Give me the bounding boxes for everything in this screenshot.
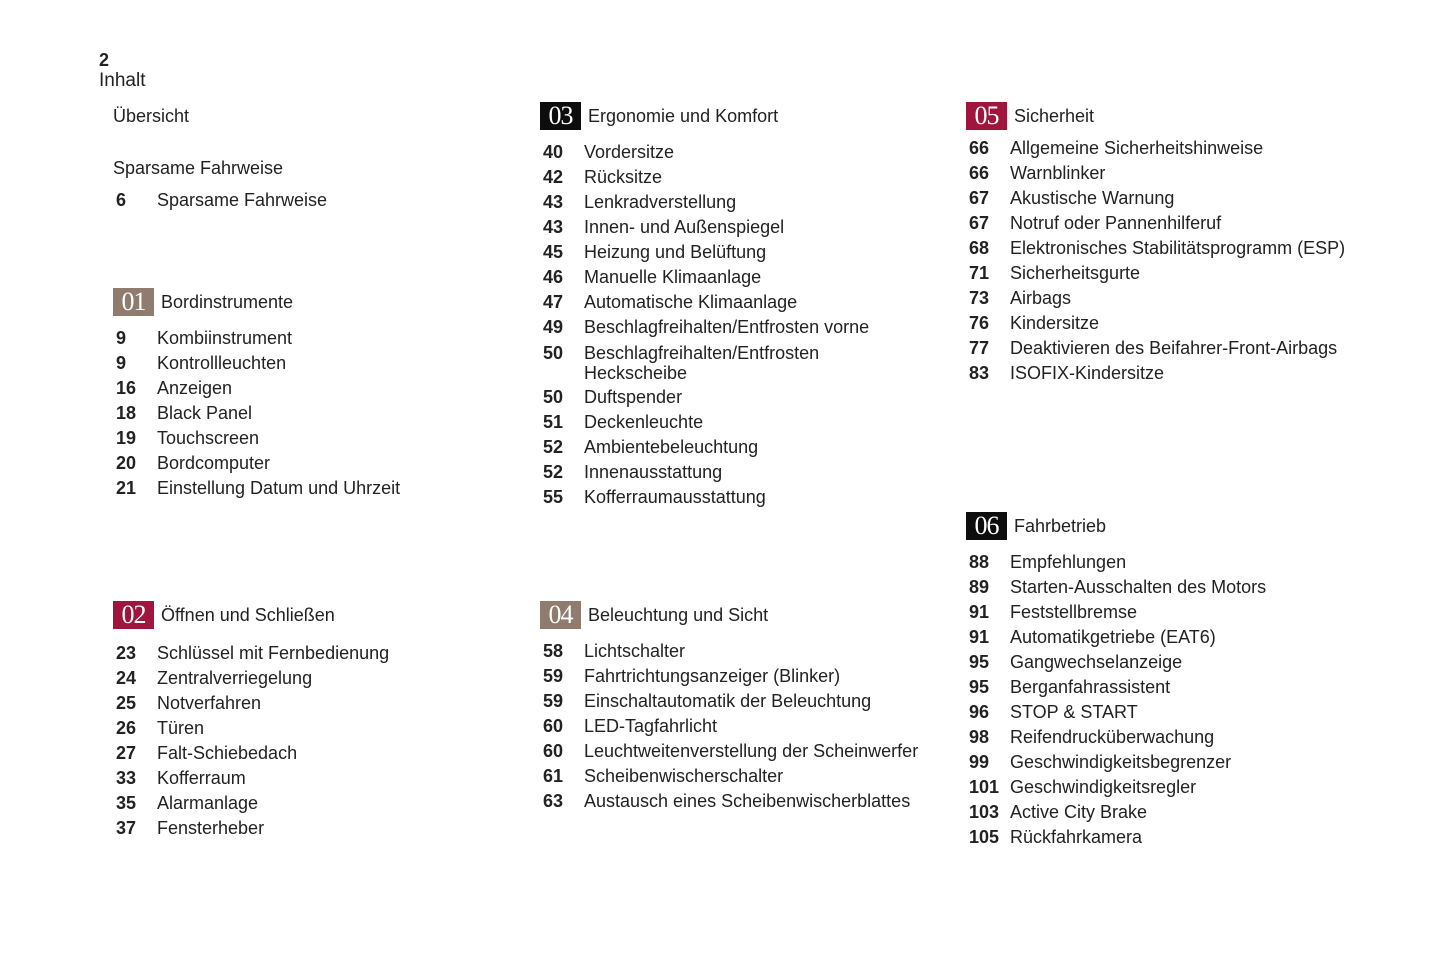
toc-entry-label-line: Allgemeine Sicherheitshinweise: [1010, 138, 1264, 158]
toc-entry-label: [584, 240, 869, 265]
toc-entry[interactable]: [966, 675, 1266, 700]
section-06: [966, 512, 1266, 850]
toc-entry-label-line: Deaktivieren des Beifahrer-Front-Airbags: [1010, 338, 1338, 358]
toc-entry-label-line: Active City Brake: [1010, 802, 1148, 822]
toc-page-number: 55: [543, 487, 564, 507]
toc-entry[interactable]: [966, 550, 1266, 575]
toc-entry-label: [584, 460, 869, 485]
toc-page-number: 21: [116, 478, 137, 498]
toc-entry-label-line: Sparsame Fahrweise: [157, 190, 328, 210]
toc-entry-label-line: LED-Tagfahrlicht: [584, 716, 718, 736]
chapter-badge: 06: [966, 512, 1007, 540]
toc-entry[interactable]: [113, 188, 327, 213]
toc-entry-label-line: Elektronisches Stabilitätsprogramm (ESP): [1010, 238, 1346, 258]
toc-entry-label: [157, 451, 400, 476]
toc-entry-label: [584, 315, 869, 340]
section-title[interactable]: Fahrbetrieb: [1014, 515, 1107, 536]
toc-entry[interactable]: [540, 165, 869, 190]
toc-entry-label-line: Rückfahrkamera: [1010, 827, 1143, 847]
toc-entry-label: [1010, 361, 1345, 386]
toc-entry[interactable]: [113, 816, 389, 841]
toc-entry[interactable]: [966, 650, 1266, 675]
toc-entry-label: [584, 385, 869, 410]
toc-page-number: 96: [969, 702, 990, 722]
toc-list: [966, 550, 1266, 850]
toc-entry[interactable]: [540, 343, 869, 383]
toc-entry-label: [157, 641, 389, 666]
toc-entry[interactable]: [113, 476, 400, 501]
toc-page-number: 105: [969, 827, 1000, 847]
toc-page-number: 25: [116, 693, 137, 713]
toc-entry-label: [157, 376, 400, 401]
toc-entry-label-line: Falt-Schiebedach: [157, 743, 298, 763]
toc-entry[interactable]: [113, 376, 400, 401]
toc-list: [113, 188, 327, 213]
toc-entry-label-line: Kontrollleuchten: [157, 353, 287, 373]
toc-entry[interactable]: [113, 351, 400, 376]
toc-entry[interactable]: [966, 336, 1345, 361]
toc-entry-label: [584, 140, 869, 165]
section-01: [113, 288, 400, 501]
toc-entry-label-line: Beschlagfreihalten/Entfrosten: [584, 343, 820, 363]
toc-entry[interactable]: [966, 600, 1266, 625]
toc-page-number: 67: [969, 213, 990, 233]
toc-entry-label-line: Zentralverriegelung: [157, 668, 313, 688]
toc-entry-label-line: Fensterheber: [157, 818, 265, 838]
toc-entry[interactable]: [540, 460, 869, 485]
toc-entry-label: [1010, 825, 1266, 850]
toc-page-number: 9: [116, 353, 127, 373]
toc-entry[interactable]: [113, 666, 389, 691]
toc-entry-label-line: STOP & START: [1010, 702, 1138, 722]
toc-entry-label-line: Automatische Klimaanlage: [584, 292, 798, 312]
toc-entry[interactable]: [113, 791, 389, 816]
eco-section: [113, 154, 327, 213]
page-number: 2: [99, 50, 110, 70]
toc-entry-label: [157, 766, 389, 791]
chapter-badge: 02: [113, 601, 154, 629]
toc-entry[interactable]: [540, 789, 918, 814]
toc-page-number: 47: [543, 292, 564, 312]
toc-entry[interactable]: [540, 140, 869, 165]
toc-page-number: 51: [543, 412, 564, 432]
toc-entry-label: [1010, 136, 1345, 161]
toc-entry-label-line: Airbags: [1010, 288, 1072, 308]
chapter-badge: 05: [966, 102, 1007, 130]
toc-page-number: 66: [969, 163, 990, 183]
toc-entry-label-line: Austausch eines Scheibenwischerblattes: [584, 791, 911, 811]
toc-entry[interactable]: [540, 410, 869, 435]
toc-page-number: 42: [543, 167, 564, 187]
toc-entry-label: [157, 476, 400, 501]
toc-entry-label: [1010, 600, 1266, 625]
toc-entry-label: [157, 716, 389, 741]
toc-page-number: 18: [116, 403, 137, 423]
toc-page-number: 101: [969, 777, 1000, 797]
toc-entry-label-line: Manuelle Klimaanlage: [584, 267, 762, 287]
toc-page-number: 68: [969, 238, 990, 258]
toc-entry-label: [157, 816, 389, 841]
toc-entry-label-line: Beschlagfreihalten/Entfrosten vorne: [584, 317, 870, 337]
toc-entry-label-line: Türen: [157, 718, 205, 738]
toc-entry-label-line: Schlüssel mit Fernbedienung: [157, 643, 390, 663]
toc-entry-label: [157, 351, 400, 376]
toc-entry-label: [1010, 675, 1266, 700]
toc-entry-label-line: Starten-Ausschalten des Motors: [1010, 577, 1267, 597]
toc-page-number: 9: [116, 328, 127, 348]
toc-page-number: 24: [116, 668, 137, 688]
toc-page-number: 50: [543, 387, 564, 407]
toc-entry[interactable]: [540, 265, 869, 290]
toc-entry[interactable]: [966, 261, 1345, 286]
toc-entry-label: [1010, 625, 1266, 650]
section-02: [113, 601, 389, 841]
toc-entry-label: [157, 188, 327, 213]
toc-entry-label: [157, 666, 389, 691]
toc-entry-label: [1010, 286, 1345, 311]
toc-entry-label-line: Rücksitze: [584, 167, 663, 187]
section-title[interactable]: Ergonomie und Komfort: [588, 105, 779, 126]
toc-entry-label-line: Notruf oder Pannenhilferuf: [1010, 213, 1222, 233]
toc-entry-label: [157, 741, 389, 766]
toc-entry-label-line: Heizung und Belüftung: [584, 242, 767, 262]
toc-entry-label: [1010, 750, 1266, 775]
toc-entry[interactable]: [540, 385, 869, 410]
toc-entry[interactable]: [113, 691, 389, 716]
toc-entry-label: [157, 691, 389, 716]
toc-page-number: 59: [543, 691, 564, 711]
toc-entry[interactable]: [113, 641, 389, 666]
toc-entry[interactable]: [966, 800, 1266, 825]
toc-list: [540, 140, 869, 510]
toc-entry[interactable]: [966, 311, 1345, 336]
toc-entry[interactable]: [966, 575, 1266, 600]
toc-entry-label-line: Einschaltautomatik der Beleuchtung: [584, 691, 872, 711]
toc-entry[interactable]: [966, 361, 1345, 386]
toc-entry-label-line: Leuchtweitenverstellung der Scheinwerfer: [584, 741, 919, 761]
toc-entry-label: [584, 165, 869, 190]
toc-page-number: 95: [969, 652, 990, 672]
toc-list: [540, 639, 918, 814]
toc-page-number: 60: [543, 716, 564, 736]
section-title[interactable]: Bordinstrumente: [161, 291, 294, 312]
toc-entry-label-line: Alarmanlage: [157, 793, 259, 813]
toc-page-number: 50: [543, 343, 564, 363]
toc-entry-label: [584, 215, 869, 240]
toc-entry-label-line: Anzeigen: [157, 378, 233, 398]
toc-page-number: 43: [543, 192, 564, 212]
toc-entry[interactable]: [540, 315, 869, 340]
toc-entry[interactable]: [966, 286, 1345, 311]
section-heading: [966, 102, 1345, 130]
toc-entry-label: [1010, 336, 1345, 361]
toc-page-number: 89: [969, 577, 990, 597]
section-title[interactable]: Sicherheit: [1014, 105, 1095, 126]
toc-entry-label: [584, 435, 869, 460]
toc-entry[interactable]: [966, 700, 1266, 725]
toc-entry[interactable]: [540, 739, 918, 764]
toc-page-number: 103: [969, 802, 1000, 822]
overview-title: Übersicht: [113, 106, 190, 126]
toc-list: [113, 326, 400, 501]
toc-page-number: 61: [543, 766, 564, 786]
toc-entry-label-line: Kindersitze: [1010, 313, 1100, 333]
section-heading: [113, 288, 400, 316]
toc-entry-label: [1010, 725, 1266, 750]
section-heading: [540, 102, 869, 130]
toc-entry-label: [1010, 650, 1266, 675]
toc-entry-label: [584, 789, 918, 814]
section-04: [540, 601, 918, 814]
toc-entry-label: [1010, 775, 1266, 800]
toc-entry-label-line: Geschwindigkeitsregler: [1010, 777, 1197, 797]
toc-page-number: 46: [543, 267, 564, 287]
toc-entry-label: [1010, 550, 1266, 575]
toc-entry[interactable]: [540, 485, 869, 510]
toc-entry[interactable]: [113, 326, 400, 351]
toc-entry[interactable]: [966, 825, 1266, 850]
toc-entry[interactable]: [113, 716, 389, 741]
toc-list: [113, 641, 389, 841]
toc-entry-label: [157, 791, 389, 816]
toc-entry[interactable]: [540, 290, 869, 315]
toc-page-number: 33: [116, 768, 137, 788]
toc-entry[interactable]: [966, 775, 1266, 800]
toc-page-number: 99: [969, 752, 990, 772]
toc-page-number: 40: [543, 142, 564, 162]
toc-entry[interactable]: [540, 190, 869, 215]
toc-entry-label: [584, 664, 918, 689]
chapter-badge: 04: [540, 601, 581, 629]
toc-entry[interactable]: [966, 211, 1345, 236]
toc-page-number: 59: [543, 666, 564, 686]
toc-entry[interactable]: [540, 639, 918, 664]
toc-entry-label: [584, 410, 869, 435]
toc-page-number: 71: [969, 263, 990, 283]
section-title[interactable]: Beleuchtung und Sicht: [588, 604, 769, 625]
toc-page-number: 52: [543, 462, 564, 482]
toc-page-number: 76: [969, 313, 990, 333]
toc-entry[interactable]: [966, 236, 1345, 261]
toc-entry-label-line: Lichtschalter: [584, 641, 686, 661]
toc-entry[interactable]: [540, 664, 918, 689]
toc-entry-label-line: Innen- und Außenspiegel: [584, 217, 785, 237]
toc-entry-label: [157, 326, 400, 351]
toc-entry-label: [584, 190, 869, 215]
toc-page-number: 23: [116, 643, 137, 663]
toc-page-number: 91: [969, 627, 990, 647]
toc-entry[interactable]: [540, 689, 918, 714]
toc-entry[interactable]: [966, 136, 1345, 161]
toc-page-number: 35: [116, 793, 137, 813]
toc-entry-label-line: Reifendrucküberwachung: [1010, 727, 1215, 747]
toc-entry[interactable]: [966, 625, 1266, 650]
toc-page-number: 19: [116, 428, 137, 448]
toc-entry-label: [584, 290, 869, 315]
toc-page-number: 77: [969, 338, 990, 358]
toc-page-number: 58: [543, 641, 564, 661]
section-03: [540, 102, 869, 510]
toc-entry[interactable]: [113, 741, 389, 766]
toc-entry-label-line: Feststellbremse: [1010, 602, 1138, 622]
section-heading: [966, 512, 1266, 540]
section-title[interactable]: Öffnen und Schließen: [161, 604, 335, 625]
toc-entry-label-line: Duftspender: [584, 387, 683, 407]
toc-page-number: 91: [969, 602, 990, 622]
toc-entry[interactable]: [113, 766, 389, 791]
toc-entry[interactable]: [113, 451, 400, 476]
chapter-badge: 01: [113, 288, 154, 316]
eco-title: Sparsame Fahrweise: [113, 158, 284, 178]
toc-page-number: 60: [543, 741, 564, 761]
toc-entry-label-line: Fahrtrichtungsanzeiger (Blinker): [584, 666, 841, 686]
toc-entry-label-line: Einstellung Datum und Uhrzeit: [157, 478, 401, 498]
toc-page-number: 88: [969, 552, 990, 572]
toc-entry-label-line: Lenkradverstellung: [584, 192, 737, 212]
section-05: [966, 102, 1345, 386]
toc-page-number: 83: [969, 363, 990, 383]
toc-entry-label-line: Deckenleuchte: [584, 412, 704, 432]
toc-entry-label: [1010, 161, 1345, 186]
toc-entry-label: [1010, 800, 1266, 825]
toc-entry[interactable]: [540, 714, 918, 739]
toc-page-number: 43: [543, 217, 564, 237]
toc-entry[interactable]: [540, 240, 869, 265]
toc-entry-label: [1010, 236, 1345, 261]
page-title: Inhalt: [99, 70, 146, 91]
toc-entry-label-line: Empfehlungen: [1010, 552, 1127, 572]
toc-entry-label: [1010, 186, 1345, 211]
toc-page-number: 37: [116, 818, 137, 838]
toc-entry-label-line: Akustische Warnung: [1010, 188, 1175, 208]
toc-entry-label: [584, 689, 918, 714]
toc-entry-label-line: Ambientebeleuchtung: [584, 437, 759, 457]
toc-entry-label-line: Sicherheitsgurte: [1010, 263, 1141, 283]
page-header: [99, 50, 145, 92]
toc-entry-label-line: ISOFIX-Kindersitze: [1010, 363, 1165, 383]
toc-entry-label: [1010, 575, 1266, 600]
toc-page-number: 26: [116, 718, 137, 738]
toc-entry-label: [157, 426, 400, 451]
toc-entry[interactable]: [540, 215, 869, 240]
toc-page-number: 67: [969, 188, 990, 208]
toc-entry-label: [584, 485, 869, 510]
toc-page-number: 52: [543, 437, 564, 457]
toc-entry-label-line: Gangwechselanzeige: [1010, 652, 1183, 672]
toc-entry-label-line: Heckscheibe: [584, 363, 688, 383]
toc-entry-label-line: Innenausstattung: [584, 462, 723, 482]
section-heading: [540, 601, 918, 629]
chapter-badge: 03: [540, 102, 581, 130]
toc-page-number: 63: [543, 791, 564, 811]
toc-entry-label: [584, 714, 918, 739]
toc-page-number: 20: [116, 453, 137, 473]
toc-entry-label-line: Scheibenwischerschalter: [584, 766, 784, 786]
section-heading: [113, 601, 389, 629]
toc-entry[interactable]: [113, 401, 400, 426]
toc-list: [966, 136, 1345, 386]
toc-entry-label-line: Kombiinstrument: [157, 328, 293, 348]
toc-entry[interactable]: [966, 161, 1345, 186]
toc-entry-label-line: Automatikgetriebe (EAT6): [1010, 627, 1216, 647]
toc-entry[interactable]: [113, 426, 400, 451]
toc-entry-label: [1010, 261, 1345, 286]
toc-page-number: 27: [116, 743, 137, 763]
toc-entry-label: [584, 764, 918, 789]
toc-page-number: 49: [543, 317, 564, 337]
toc-entry-label-line: Notverfahren: [157, 693, 262, 713]
toc-page-number: 45: [543, 242, 564, 262]
toc-page-number: 73: [969, 288, 990, 308]
toc-entry[interactable]: [966, 750, 1266, 775]
toc-entry[interactable]: [540, 764, 918, 789]
toc-page-number: 6: [116, 190, 127, 210]
toc-entry-label-line: Warnblinker: [1010, 163, 1106, 183]
toc-entry-label: [584, 343, 869, 383]
toc-entry-label-line: Berganfahrassistent: [1010, 677, 1171, 697]
toc-entry-label: [584, 639, 918, 664]
toc-entry[interactable]: [540, 435, 869, 460]
toc-entry[interactable]: [966, 725, 1266, 750]
toc-entry-label-line: Touchscreen: [157, 428, 260, 448]
toc-page-number: 66: [969, 138, 990, 158]
toc-entry-label: [157, 401, 400, 426]
toc-entry-label-line: Geschwindigkeitsbegrenzer: [1010, 752, 1232, 772]
toc-entry-label: [1010, 700, 1266, 725]
toc-entry-label-line: Bordcomputer: [157, 453, 271, 473]
toc-page-number: 98: [969, 727, 990, 747]
toc-entry-label: [584, 265, 869, 290]
toc-entry-label-line: Vordersitze: [584, 142, 675, 162]
toc-page-number: 95: [969, 677, 990, 697]
toc-entry-label-line: Kofferraumausstattung: [584, 487, 766, 507]
toc-entry[interactable]: [966, 186, 1345, 211]
toc-entry-label: [1010, 211, 1345, 236]
overview-heading-block: [113, 102, 189, 130]
toc-entry-label: [584, 739, 918, 764]
toc-entry-label-line: Black Panel: [157, 403, 253, 423]
toc-entry-label: [1010, 311, 1345, 336]
toc-entry-label-line: Kofferraum: [157, 768, 246, 788]
toc-page-number: 16: [116, 378, 137, 398]
